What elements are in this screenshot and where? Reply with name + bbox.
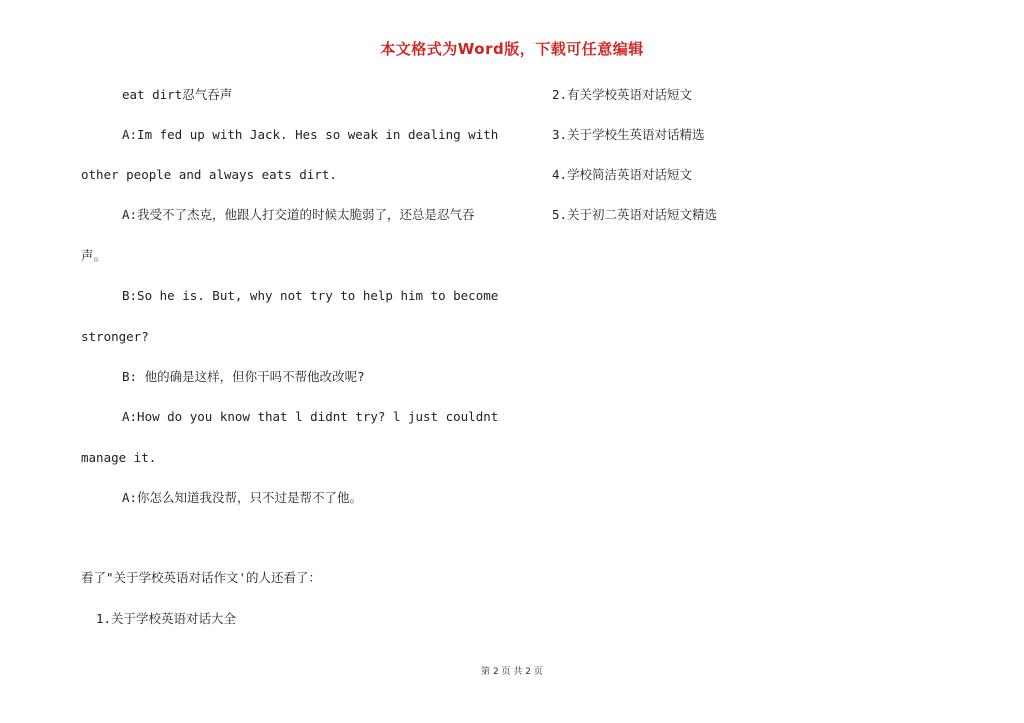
dialogue-line: 声。: [81, 248, 107, 263]
dialogue-line: other people and always eats dirt.: [81, 167, 337, 182]
word-format-banner: 本文格式为Word版，下载可任意编辑: [380, 40, 644, 58]
related-link-1[interactable]: 1.关于学校英语对话大全: [96, 611, 237, 626]
dialogue-line: A:Im fed up with Jack. Hes so weak in dealing with: [122, 127, 499, 142]
dialogue-line: eat dirt忍气吞声: [122, 87, 233, 102]
related-articles-heading: 看了"关于学校英语对话作文'的人还看了：: [81, 570, 322, 585]
dialogue-line: A:你怎么知道我没帮，只不过是帮不了他。: [122, 490, 363, 505]
related-link-3[interactable]: 3.关于学校生英语对话精选: [552, 127, 705, 142]
related-link-5[interactable]: 5.关于初二英语对话短文精选: [552, 207, 718, 222]
dialogue-line: A:我受不了杰克，他跟人打交道的时候太脆弱了，还总是忍气吞: [122, 207, 475, 222]
dialogue-line: B: 他的确是这样，但你干吗不帮他改改呢?: [122, 369, 365, 384]
dialogue-line: B:So he is. But, why not try to help him to become: [122, 288, 499, 303]
dialogue-line: A:How do you know that l didnt try? l just couldnt: [122, 409, 499, 424]
related-link-2[interactable]: 2.有关学校英语对话短文: [552, 87, 693, 102]
dialogue-line: stronger?: [81, 329, 149, 344]
dialogue-line: manage it.: [81, 450, 157, 465]
page-number-footer: 第 2 页 共 2 页: [481, 667, 543, 677]
related-link-4[interactable]: 4.学校简洁英语对话短文: [552, 167, 693, 182]
